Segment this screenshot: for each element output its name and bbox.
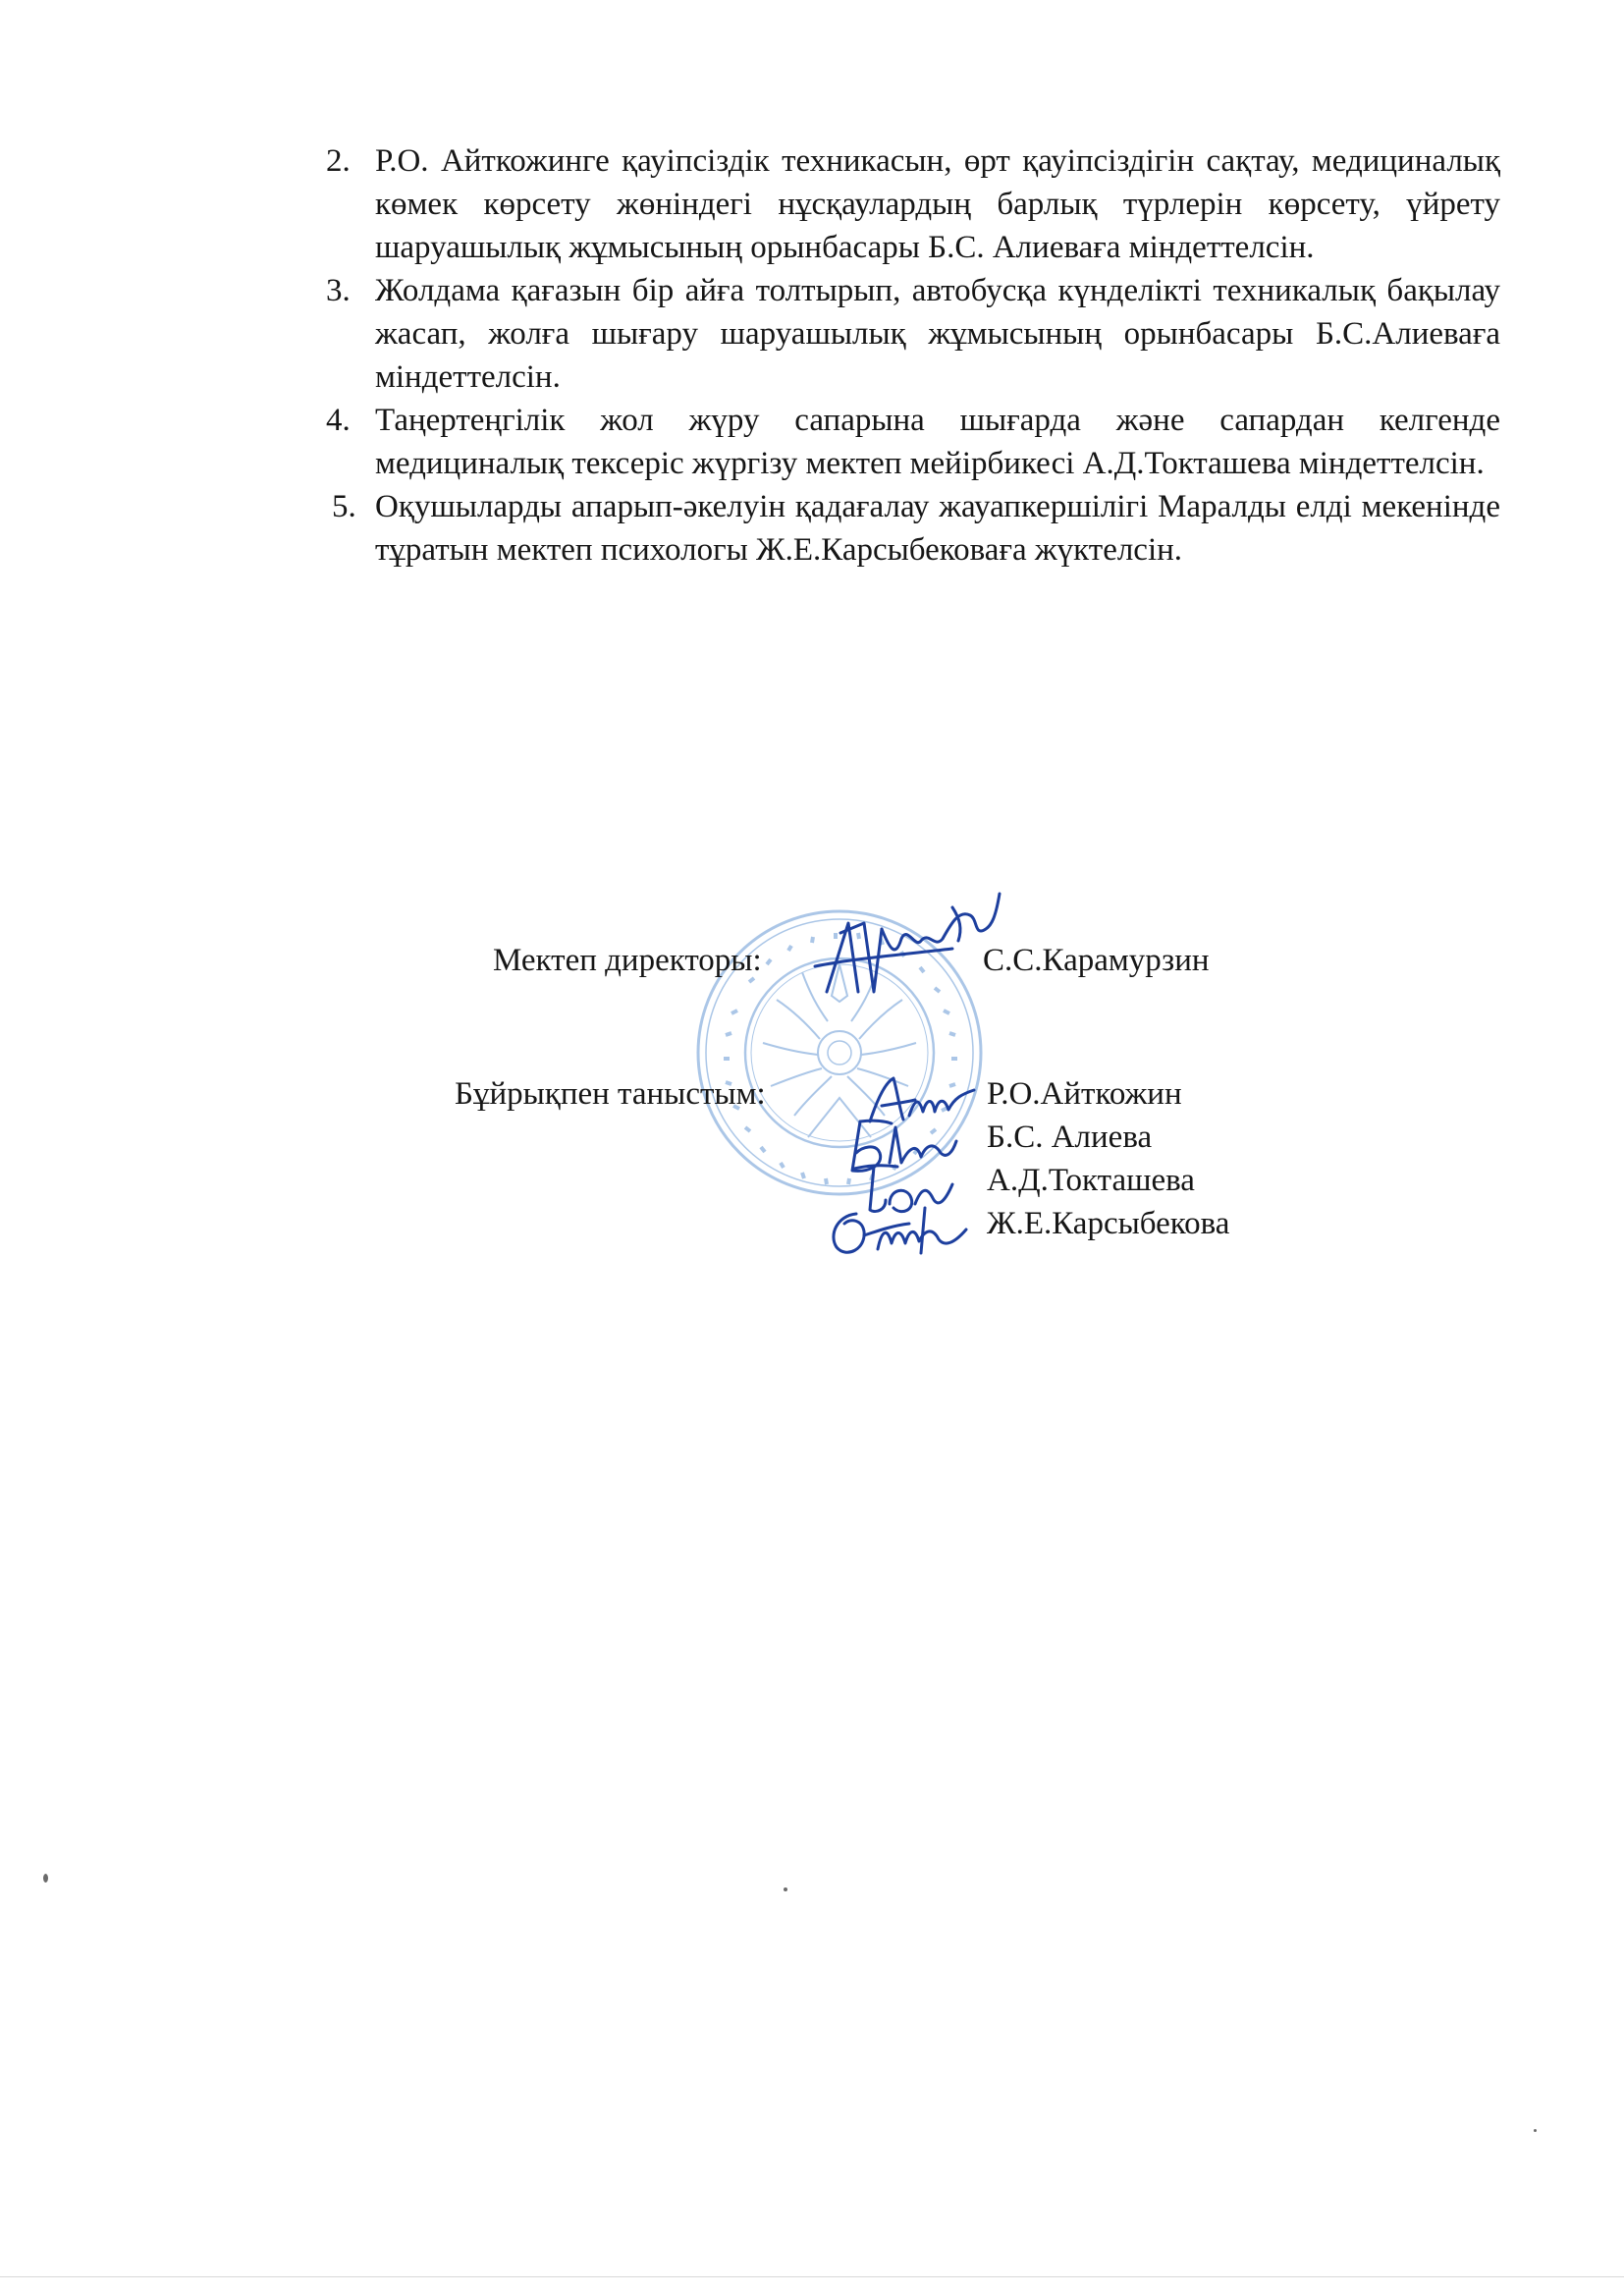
scan-speck — [43, 1874, 48, 1883]
acknowledged-name: Б.С. Алиева — [987, 1120, 1153, 1155]
acknowledged-names-list — [987, 1072, 1229, 1245]
acknowledged-name: Ж.Е.Карсыбекова — [987, 1206, 1230, 1241]
clause-text: Р.О. Айткожинге қауіпсіздік техникасын, өрт қауіпсіздігін сақтау, медициналық көмек көрсету жөніндегі нұсқаулардың барлық түрлерін көрсету, үйрету шаруашылық жұмысының орынбасары Б.С. Алиеваға міндеттелсін. — [375, 143, 1500, 265]
order-clauses-list — [326, 139, 1500, 572]
clause-number: 4. — [326, 403, 351, 438]
karsybekova-signature — [823, 1200, 970, 1261]
order-clause-5 — [326, 485, 1500, 572]
order-clause-4 — [326, 399, 1500, 485]
director-signature — [805, 890, 1001, 998]
clause-number: 2. — [326, 143, 351, 179]
order-clause-2 — [326, 139, 1500, 269]
director-name: С.С.Карамурзин — [983, 943, 1210, 978]
director-label: Мектеп директоры: — [493, 943, 762, 978]
scan-edge-line — [0, 2276, 1624, 2277]
clause-text: Оқушыларды апарып-әкелуін қадағалау жауапкершілігі Маралды елді мекенінде тұратын мектеп психологы Ж.Е.Карсыбековаға жүктелсін. — [375, 489, 1500, 568]
acknowledged-name: Р.О.Айткожин — [987, 1076, 1182, 1112]
scan-speck — [1534, 2129, 1537, 2132]
order-clause-3 — [326, 269, 1500, 399]
scan-speck — [784, 1887, 787, 1891]
acknowledged-label: Бұйрықпен таныстым: — [455, 1076, 766, 1112]
clause-text: Жолдама қағазын бір айға толтырып, автобусқа күнделікті техникалық бақылау жасап, жолға шығару шаруашылық жұмысының орынбасары Б.С.Алиеваға міндеттелсін. — [375, 273, 1500, 395]
clause-number: 3. — [326, 273, 351, 308]
clause-number: 5. — [332, 489, 356, 524]
acknowledged-name: А.Д.Токташева — [987, 1163, 1195, 1198]
clause-text: Таңертеңгілік жол жүру сапарына шығарда және сапардан келгенде медициналық тексеріс жүргізу мектеп мейірбикесі А.Д.Токташева міндеттелсін. — [375, 403, 1500, 481]
